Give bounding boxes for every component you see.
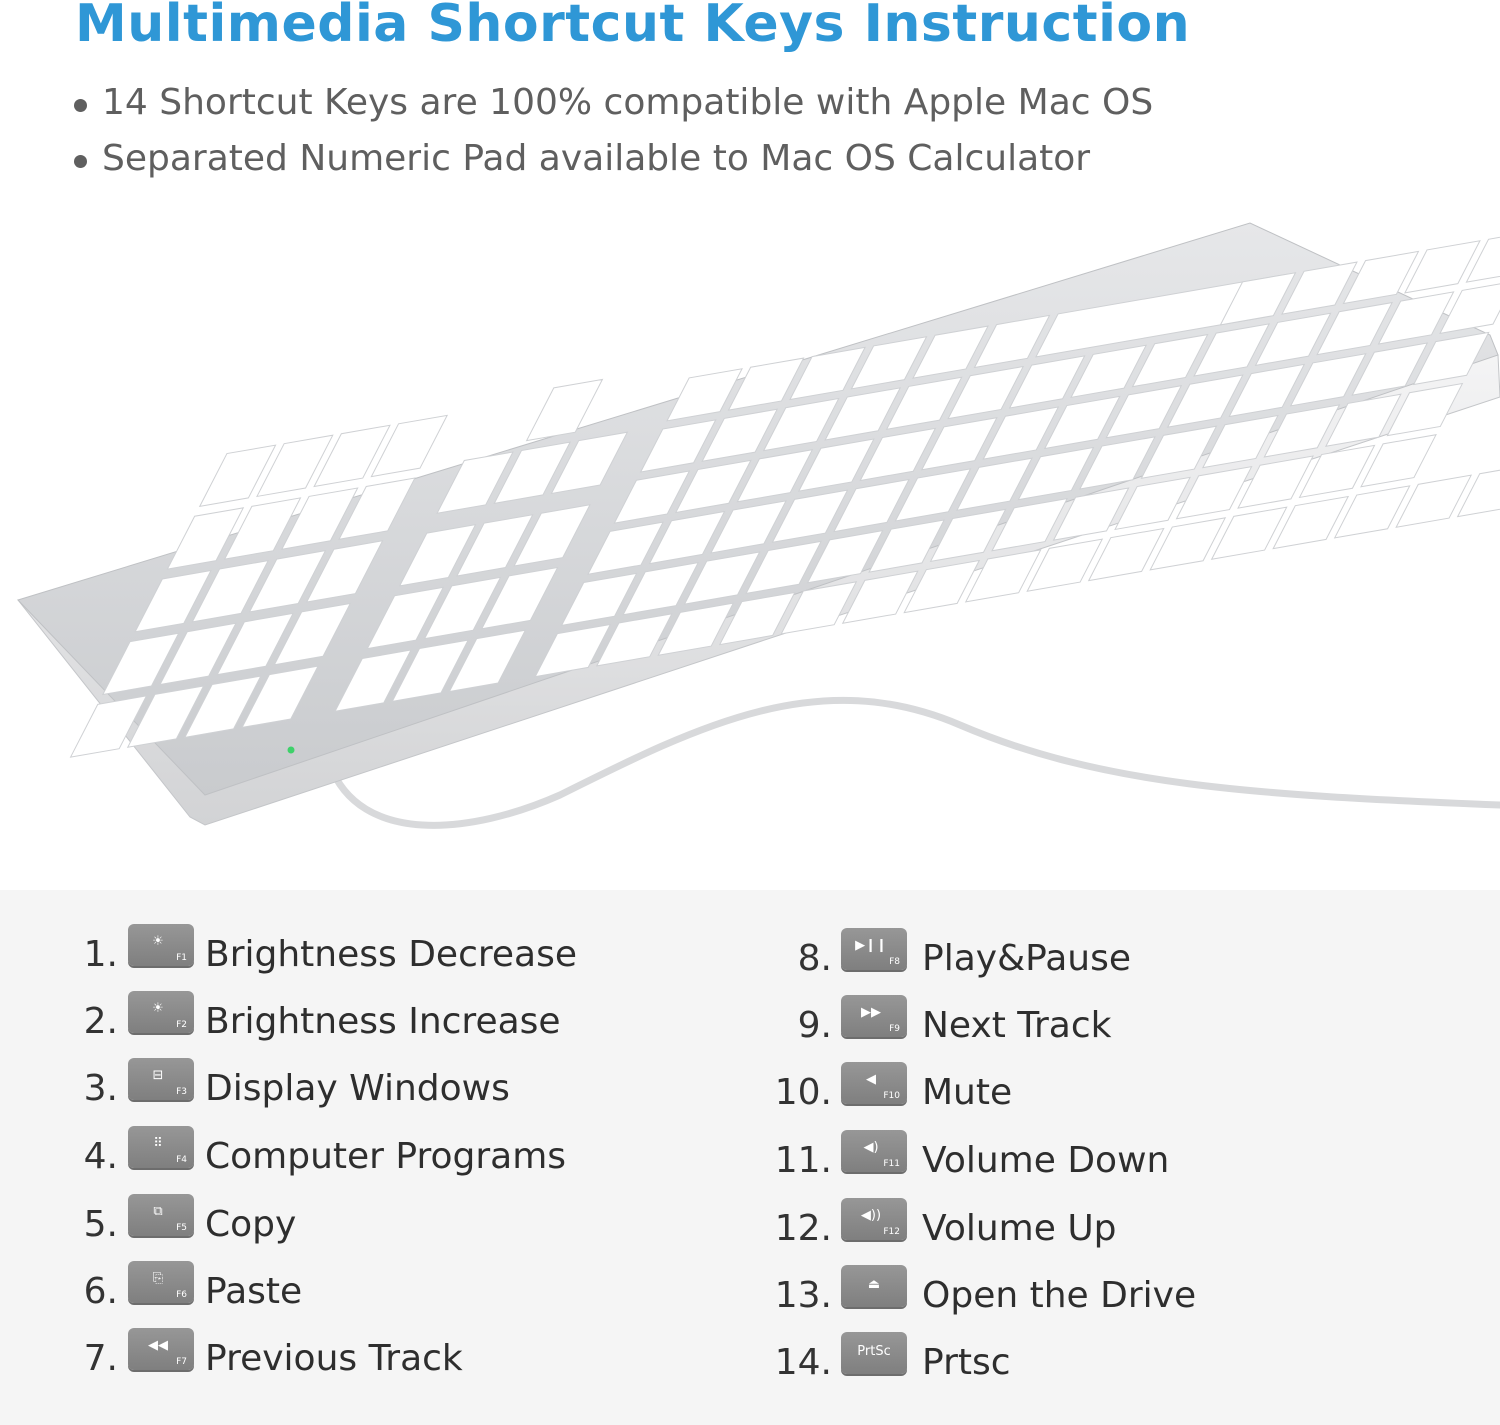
paste-icon: ⎘ xyxy=(152,1271,164,1286)
shortcut-number: 13. xyxy=(774,1275,832,1316)
function-key-label: F8 xyxy=(889,957,900,967)
main-key xyxy=(1361,435,1436,487)
shortcut-label: Volume Up xyxy=(922,1208,1117,1249)
shortcut-number: 8. xyxy=(797,938,832,979)
keyboard-illustration xyxy=(0,205,1500,845)
volume-down-icon: ◀) xyxy=(863,1140,879,1155)
numpad-key xyxy=(200,445,276,506)
copy-icon: ⧉ xyxy=(153,1204,163,1219)
previous-track-icon: ◀◀ xyxy=(148,1338,168,1353)
function-key-label: F3 xyxy=(176,1087,187,1097)
shortcut-item xyxy=(0,934,1500,984)
main-key xyxy=(1150,518,1225,570)
function-key-label: F4 xyxy=(176,1155,187,1165)
page-title: Multimedia Shortcut Keys Instruction xyxy=(75,0,1191,54)
shortcut-number: 4. xyxy=(83,1136,118,1177)
shortcut-label: Mute xyxy=(922,1072,1013,1113)
main-key xyxy=(1396,475,1471,527)
function-key-label: F11 xyxy=(883,1159,900,1169)
shortcut-number: 14. xyxy=(774,1342,832,1383)
shortcut-label: Copy xyxy=(205,1204,297,1245)
function-key-label: F7 xyxy=(176,1357,187,1367)
shortcut-number: 1. xyxy=(83,934,118,975)
volume-up-icon: ◀)) xyxy=(860,1208,882,1223)
shortcut-label: Volume Down xyxy=(922,1140,1170,1181)
numpad-key xyxy=(314,425,390,486)
function-key-label: F1 xyxy=(176,953,187,963)
shortcut-label: Brightness Decrease xyxy=(205,934,577,975)
main-key xyxy=(1273,497,1348,549)
main-key xyxy=(1458,465,1500,517)
shortcut-number: 3. xyxy=(83,1068,118,1109)
shortcut-item xyxy=(0,1204,1500,1254)
eject-icon: ⏏ xyxy=(867,1277,881,1292)
shortcut-item xyxy=(0,1136,1500,1186)
numpad-key xyxy=(371,415,447,476)
shortcut-number: 6. xyxy=(83,1271,118,1312)
next-track-icon: ▶▶ xyxy=(861,1005,881,1020)
shortcut-number: 2. xyxy=(83,1001,118,1042)
shortcut-item xyxy=(0,1001,1500,1051)
shortcut-label: Prtsc xyxy=(922,1342,1011,1383)
shortcut-label: Open the Drive xyxy=(922,1275,1197,1316)
bullet-dot-icon xyxy=(74,99,87,112)
main-key xyxy=(1212,507,1287,559)
feature-list xyxy=(72,78,1153,190)
feature-item xyxy=(72,78,1153,134)
mute-icon: ◀ xyxy=(866,1072,876,1087)
brightness-up-icon: ☀ xyxy=(152,1001,164,1016)
feature-text: Separated Numeric Pad available to Mac OS Calculator xyxy=(102,138,1091,179)
function-key-label: F10 xyxy=(883,1091,900,1101)
shortcut-label: Computer Programs xyxy=(205,1136,567,1177)
play-pause-icon: ▶❙❙ xyxy=(855,938,887,953)
feature-item xyxy=(72,134,1153,190)
power-led xyxy=(288,747,295,754)
next-track-key xyxy=(841,995,907,1037)
brightness-down-icon: ☀ xyxy=(152,934,164,949)
shortcut-item xyxy=(0,1068,1500,1118)
main-key xyxy=(1335,486,1410,538)
shortcut-number: 12. xyxy=(774,1208,832,1249)
function-key-label: F6 xyxy=(176,1290,187,1300)
shortcut-legend-panel xyxy=(0,890,1500,1425)
shortcut-label: Play&Pause xyxy=(922,938,1132,979)
prtsc-key xyxy=(841,1332,907,1374)
shortcut-number: 9. xyxy=(797,1005,832,1046)
prtsc-icon: PrtSc xyxy=(857,1344,891,1359)
function-key-label: F9 xyxy=(889,1024,900,1034)
shortcut-label: Brightness Increase xyxy=(205,1001,561,1042)
function-key-label: F2 xyxy=(176,1020,187,1030)
bullet-dot-icon xyxy=(74,155,87,168)
key-grid xyxy=(71,230,1500,757)
mute-key xyxy=(841,1062,907,1104)
function-key-label: F5 xyxy=(176,1223,187,1233)
keyboard-image xyxy=(0,205,1500,845)
display-windows-icon: ⊟ xyxy=(152,1068,164,1083)
play-pause-key xyxy=(841,928,907,970)
numpad-key xyxy=(257,435,333,496)
volume-down-key xyxy=(841,1130,907,1172)
shortcut-number: 11. xyxy=(774,1140,832,1181)
shortcut-label: Display Windows xyxy=(205,1068,510,1109)
eject-key xyxy=(841,1265,907,1307)
shortcut-label: Paste xyxy=(205,1271,303,1312)
main-key xyxy=(1089,529,1164,581)
function-key-label: F12 xyxy=(883,1227,900,1237)
shortcut-label: Previous Track xyxy=(205,1338,463,1379)
app-grid-icon: ⠿ xyxy=(153,1136,163,1151)
feature-text: 14 Shortcut Keys are 100% compatible with Apple Mac OS xyxy=(102,82,1154,123)
shortcut-label: Next Track xyxy=(922,1005,1112,1046)
main-key xyxy=(1440,281,1500,333)
volume-up-key xyxy=(841,1198,907,1240)
shortcut-item xyxy=(0,1271,1500,1321)
shortcut-number: 10. xyxy=(774,1072,832,1113)
shortcut-number: 5. xyxy=(83,1204,118,1245)
shortcut-number: 7. xyxy=(83,1338,118,1379)
main-key xyxy=(1405,241,1480,293)
shortcut-item xyxy=(0,1338,1500,1388)
